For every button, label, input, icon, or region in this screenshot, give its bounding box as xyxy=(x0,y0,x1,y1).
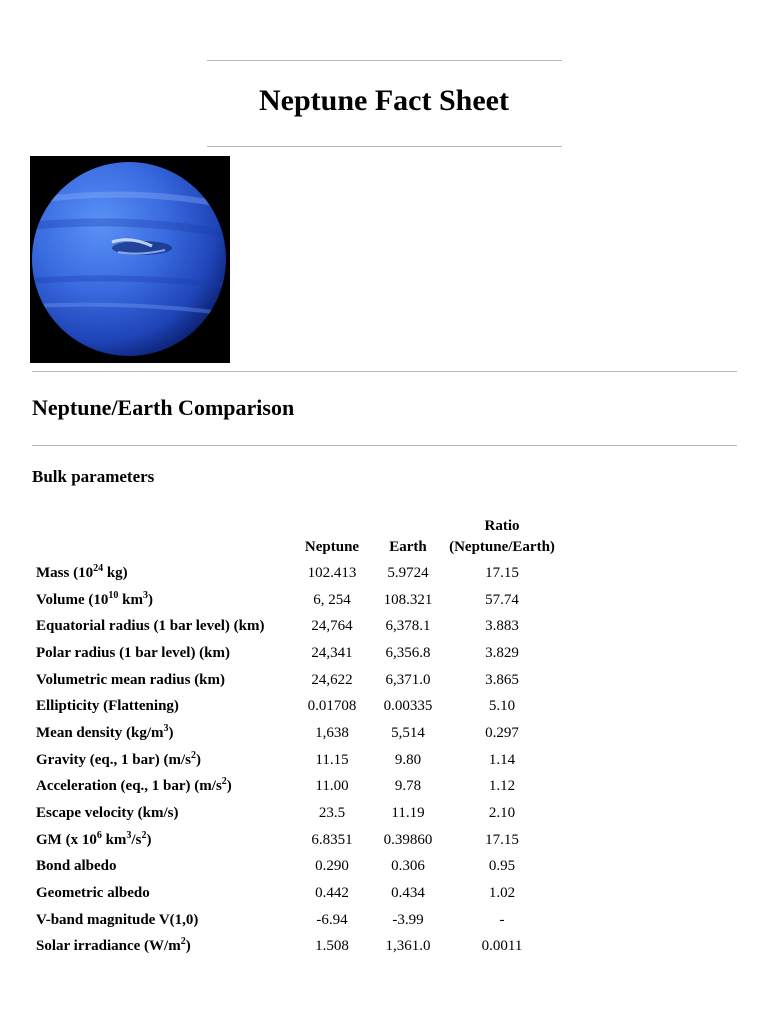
row-label-superscript: 24 xyxy=(93,562,104,574)
row-label xyxy=(32,693,290,720)
row-label-text: ) xyxy=(195,751,201,768)
cell-earth: 5,514 xyxy=(391,724,425,741)
row-label xyxy=(32,560,290,587)
cell-earth: 5.9724 xyxy=(387,564,429,581)
table-row xyxy=(32,613,562,640)
row-label-text: GM (x 10 xyxy=(36,831,97,848)
table-row xyxy=(32,774,562,801)
cell-neptune: 0.442 xyxy=(315,885,349,902)
cell-neptune: 6, 254 xyxy=(313,591,351,608)
cell-neptune: 11.00 xyxy=(315,778,349,795)
table-row xyxy=(32,854,562,881)
row-label-superscript: 2 xyxy=(221,776,227,788)
row-label-text: V-band magnitude V(1,0) xyxy=(36,911,199,928)
row-label-text: ) xyxy=(226,778,232,795)
cell-ratio: 57.74 xyxy=(485,591,519,608)
section-heading: Neptune/Earth Comparison xyxy=(32,395,295,420)
cell-neptune: 23.5 xyxy=(318,805,346,822)
cell-ratio: - xyxy=(499,911,505,928)
row-label xyxy=(32,774,290,801)
cell-earth: 0.00335 xyxy=(383,698,433,715)
row-label-text: Geometric albedo xyxy=(36,885,150,902)
cell-neptune: 102.413 xyxy=(307,564,357,581)
table-row xyxy=(32,720,562,747)
table-row xyxy=(32,560,562,587)
header-label xyxy=(32,512,290,560)
cell-earth: 6,371.0 xyxy=(385,671,431,688)
cell-ratio: 1.02 xyxy=(488,885,516,902)
row-label-text: /s xyxy=(131,831,142,848)
header-ratio-line1: Ratio xyxy=(484,518,520,534)
cell-earth: 6,378.1 xyxy=(385,618,431,635)
row-label-superscript: 3 xyxy=(163,722,169,734)
cell-neptune: 0.01708 xyxy=(307,698,357,715)
cell-earth: 0.434 xyxy=(391,885,425,902)
cell-ratio: 1.12 xyxy=(488,778,516,795)
table-row xyxy=(32,934,562,961)
cell-ratio: 3.865 xyxy=(485,671,519,688)
table-row xyxy=(32,800,562,827)
cell-earth: 9.80 xyxy=(394,751,422,768)
row-label xyxy=(32,907,290,934)
row-label-text: ) xyxy=(147,591,153,608)
cell-neptune: 1,638 xyxy=(315,724,349,741)
cell-ratio: 5.10 xyxy=(488,698,516,715)
table-row xyxy=(32,907,562,934)
table-row xyxy=(32,880,562,907)
table-row xyxy=(32,640,562,667)
row-label-text: Gravity (eq., 1 bar) (m/s xyxy=(36,751,191,768)
row-label-text: km xyxy=(118,591,143,608)
row-label xyxy=(32,640,290,667)
row-label-superscript: 2 xyxy=(141,829,147,841)
row-label xyxy=(32,613,290,640)
cell-earth: 11.19 xyxy=(391,805,425,822)
row-label-superscript: 10 xyxy=(108,589,119,601)
row-label xyxy=(32,720,290,747)
row-label-text: ) xyxy=(185,938,191,955)
cell-earth: 6,356.8 xyxy=(385,644,431,661)
cell-ratio: 17.15 xyxy=(485,831,519,848)
row-label-text: Solar irradiance (W/m xyxy=(36,938,181,955)
cell-neptune: 0.290 xyxy=(315,858,349,875)
cell-ratio: 3.829 xyxy=(485,644,519,661)
row-label-text: Bond albedo xyxy=(36,858,117,875)
row-label-superscript: 2 xyxy=(180,936,186,948)
row-label xyxy=(32,934,290,961)
section-top-rule xyxy=(32,371,737,372)
row-label-text: Acceleration (eq., 1 bar) (m/s xyxy=(36,778,222,795)
row-label xyxy=(32,880,290,907)
header-ratio-line2: (Neptune/Earth) xyxy=(449,539,555,555)
comparison-table xyxy=(32,512,562,960)
row-label-superscript: 6 xyxy=(96,829,102,841)
cell-earth: 1,361.0 xyxy=(385,938,431,955)
row-label-text: Mean density (kg/m xyxy=(36,724,164,741)
section-bottom-rule xyxy=(32,445,737,446)
cell-neptune: 1.508 xyxy=(315,938,349,955)
cell-earth: 0.306 xyxy=(391,858,425,875)
title-top-rule xyxy=(207,60,562,61)
row-label xyxy=(32,587,290,614)
cell-ratio: 17.15 xyxy=(485,564,519,581)
row-label-text: km xyxy=(101,831,127,848)
cell-earth: 108.321 xyxy=(383,591,433,608)
table-header-row xyxy=(32,512,562,560)
cell-earth: 9.78 xyxy=(394,778,422,795)
cell-ratio: 2.10 xyxy=(488,805,516,822)
row-label-text: Escape velocity (km/s) xyxy=(36,805,179,822)
row-label-text: Mass (10 xyxy=(36,564,94,581)
cell-earth: 0.39860 xyxy=(383,831,433,848)
row-label-superscript: 3 xyxy=(126,829,132,841)
row-label xyxy=(32,747,290,774)
row-label-text: ) xyxy=(168,724,174,741)
row-label xyxy=(32,827,290,854)
cell-neptune: 11.15 xyxy=(315,751,349,768)
table-row xyxy=(32,667,562,694)
table-row xyxy=(32,747,562,774)
row-label-text: Equatorial radius (1 bar level) (km) xyxy=(36,618,265,635)
cell-neptune: 24,622 xyxy=(311,671,353,688)
row-label xyxy=(32,667,290,694)
row-label-text: kg) xyxy=(103,564,128,581)
row-label xyxy=(32,800,290,827)
cell-ratio: 1.14 xyxy=(488,751,516,768)
row-label-text: ) xyxy=(146,831,152,848)
header-earth: Earth xyxy=(389,539,427,555)
row-label-text: Ellipticity (Flattening) xyxy=(36,698,179,715)
row-label-text: Volumetric mean radius (km) xyxy=(36,671,226,688)
cell-ratio: 0.297 xyxy=(485,724,519,741)
table-body xyxy=(32,560,562,960)
cell-ratio: 0.0011 xyxy=(481,938,523,955)
cell-neptune: -6.94 xyxy=(316,911,348,928)
row-label-text: Volume (10 xyxy=(36,591,109,608)
cell-neptune: 24,341 xyxy=(311,644,353,661)
table-row xyxy=(32,587,562,614)
row-label-text: Polar radius (1 bar level) (km) xyxy=(36,644,231,661)
cell-neptune: 6.8351 xyxy=(311,831,353,848)
title-bottom-rule xyxy=(207,146,562,147)
cell-ratio: 0.95 xyxy=(488,858,516,875)
header-neptune: Neptune xyxy=(304,539,360,555)
table-row xyxy=(32,693,562,720)
row-label-superscript: 2 xyxy=(190,749,196,761)
neptune-planet-svg xyxy=(30,156,230,363)
cell-neptune: 24,764 xyxy=(311,618,353,635)
table-row xyxy=(32,827,562,854)
row-label-superscript: 3 xyxy=(142,589,148,601)
row-label xyxy=(32,854,290,881)
bulk-parameters-heading: Bulk parameters xyxy=(32,467,155,486)
header-ratio xyxy=(442,512,562,560)
page-title: Neptune Fact Sheet xyxy=(259,84,509,117)
cell-earth: -3.99 xyxy=(392,911,424,928)
cell-ratio: 3.883 xyxy=(485,618,519,635)
neptune-planet-image xyxy=(30,156,230,363)
